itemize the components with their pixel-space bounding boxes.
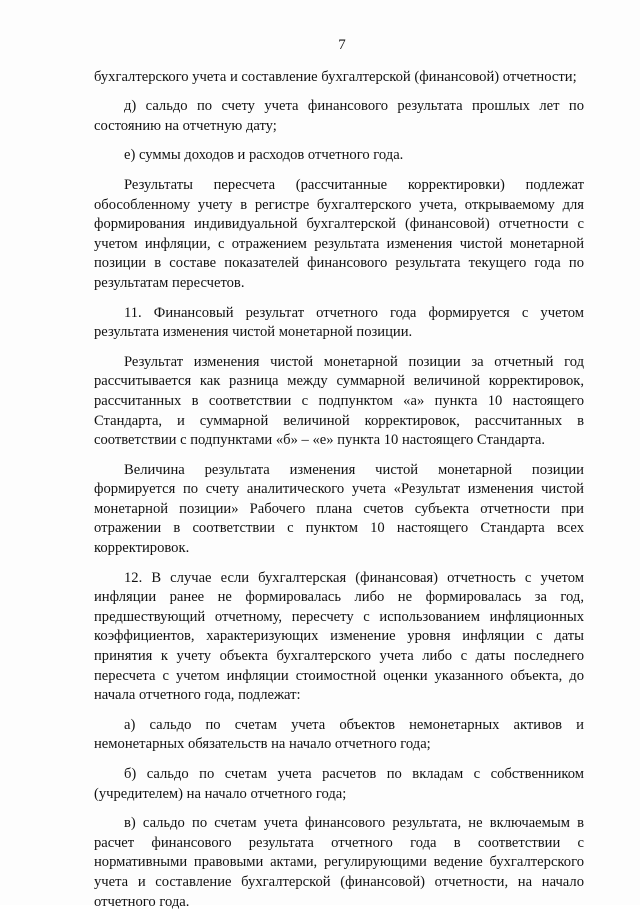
paragraph-clause-11: 11. Финансовый результат отчетного года формируется с учетом результата изменения чистой монетарной позиции. [94,304,584,341]
paragraph-recalc-results: Результаты пересчета (рассчитанные корректировки) подлежат обособленному учету в регистре бухгалтерского учета, открываемому для формирования индивидуальной бухгалтерской (финансовой) отчетности с учетом инфляции, с отражением результата изменения чистой монетарной позиции в составе показателей финансового результата текущего года по результатам пересчетов. [94,176,584,291]
paragraph-continuation: бухгалтерского учета и составление бухгалтерской (финансовой) отчетности; [94,68,577,85]
paragraph-clause-12: 12. В случае если бухгалтерская (финансовая) отчетность с учетом инфляции ранее не формировалась либо не формировалась за год, предшествующий отчетному, пересчету с использованием инфляционных коэффициентов, характеризующих изменение уровня инфляции с даты принятия к учету объекта бухгалтерского учета либо с даты последнего пересчета с учетом инфляции стоимостной оценки указанного объекта, до начала отчетного года, подлежат: [94,569,584,704]
paragraph-monetary-value: Величина результата изменения чистой монетарной позиции формируется по счету аналитического учета «Результат изменения чистой монетарной позиции» Рабочего плана счетов субъекта отчетности при отражении в соответствии с пунктом 10 настоящего Стандарта всех корректировок. [94,461,584,557]
paragraph-item-a: а) сальдо по счетам учета объектов немонетарных активов и немонетарных обязательств на начало отчетного года; [94,716,584,753]
paragraph-item-v: в) сальдо по счетам учета финансового результата, не включаемым в расчет финансового результата отчетного года в соответствии с нормативными правовыми актами, регулирующими ведение бухгалтерского учета и составление бухгалтерской (финансовой) отчетности, на начало отчетного года. [94,815,584,910]
paragraph-item-b: б) сальдо по счетам учета расчетов по вкладам с собственником (учредителем) на начало отчетного года; [94,766,584,802]
paragraph-item-d: д) сальдо по счету учета финансового результата прошлых лет по состоянию на отчетную дату; [94,98,584,134]
paragraph-item-e: е) суммы доходов и расходов отчетного года. [124,147,404,164]
paragraph-monetary-result: Результат изменения чистой монетарной позиции за отчетный год рассчитывается как разница между суммарной величиной корректировок, рассчитанных в соответствии с подпунктом «а» пункта 10 настоящего Стандарта, и суммарной величиной корректировок, рассчитанных в соответствии с подпунктами «б» – «е» пункта 10 настоящего Стандарта. [94,353,584,449]
page-number: 7 [338,37,346,53]
